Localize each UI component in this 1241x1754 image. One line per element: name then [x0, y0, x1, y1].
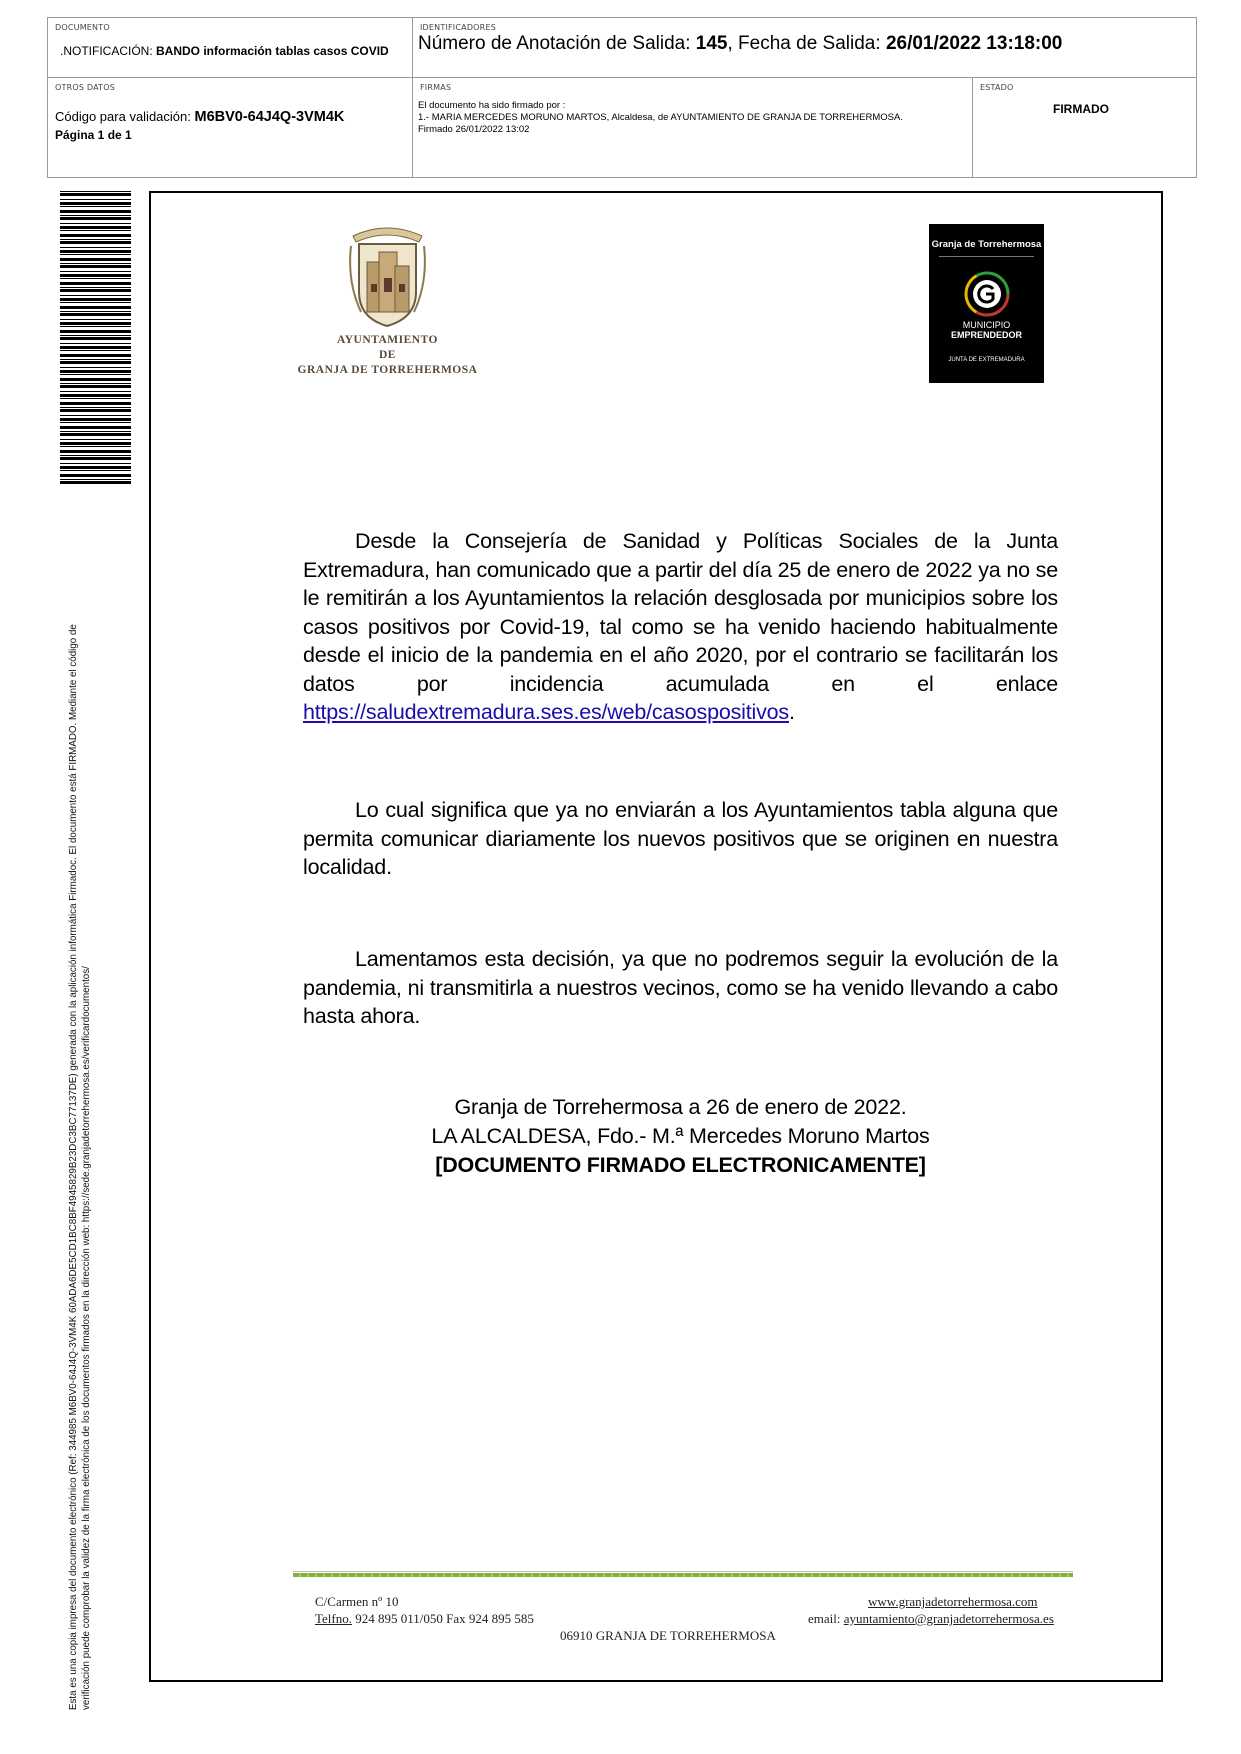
otros-datos-text [55, 108, 344, 144]
document-frame [149, 191, 1163, 1682]
casos-positivos-link[interactable]: https://saludextremadura.ses.es/web/casospositivos [303, 700, 789, 724]
verification-side-text [68, 530, 93, 1710]
documento-text [60, 43, 389, 59]
identificadores-label: IDENTIFICADORES [420, 23, 496, 32]
documento-label: DOCUMENTO [55, 23, 110, 32]
firmas-line-3: Firmado 26/01/2022 13:02 [418, 124, 530, 135]
paragraph-2-text: Lo cual significa que ya no enviarán a los Ayuntamientos tabla alguna que permita comunicar diariamente los nuevos positivos que se originen en nuestra localidad. [303, 798, 1058, 879]
pagina-text: Página 1 de 1 [55, 128, 132, 142]
footer-email-link[interactable]: ayuntamiento@granjadetorrehermosa.es [843, 1611, 1054, 1626]
documento-title: BANDO información tablas casos COVID [156, 44, 389, 58]
paragraph-1-text: Desde la Consejería de Sanidad y Políticas Sociales de la Junta Extremadura, han comunicado que a partir del día 25 de enero de 2022 ya no se le remitirán a los Ayuntamientos la relación desglosada por municipios sobre los casos positivos por Covid-19, tal como se ha venido haciendo habitualmente desde el inicio de la pandemia en el año 2020, por el contrario se facilitarán los datos por incidencia acumulada en el enlace [303, 529, 1058, 696]
firmas-label: FIRMAS [420, 83, 452, 92]
footer-phone [315, 1611, 534, 1627]
footer-phone-numbers: 924 895 011/050 Fax 924 895 585 [352, 1611, 534, 1626]
estado-label: ESTADO [980, 83, 1014, 92]
footer-web-link[interactable]: www.granjadetorrehermosa.com [868, 1594, 1038, 1609]
logo-line-3: GRANJA DE TORREHERMOSA [297, 364, 478, 376]
firmas-line-2: 1.- MARIA MERCEDES MORUNO MARTOS, Alcaldesa, de AYUNTAMIENTO DE GRANJA DE TORREHERMOSA. [418, 112, 903, 123]
paragraph-3 [303, 945, 1058, 1031]
footer-email-label: email: [808, 1611, 844, 1626]
footer-divider-thin [293, 1571, 1073, 1572]
badge-title: Granja de Torrehermosa [931, 239, 1042, 250]
estado-cell [972, 77, 1197, 178]
signature-name: LA ALCALDESA, Fdo.- M.ª Mercedes Moruno Martos [431, 1124, 930, 1148]
logo-line-1: AYUNTAMIENTO [337, 334, 438, 346]
identificadores-cell [412, 17, 1197, 78]
paragraph-2 [303, 796, 1058, 882]
paragraph-3-text: Lamentamos esta decisión, ya que no podremos seguir la evolución de la pandemia, ni transmitirla a nuestros vecinos, como se ha venido llevando a cabo hasta ahora. [303, 947, 1058, 1028]
otros-datos-label: OTROS DATOS [55, 83, 115, 92]
id-text-2: , Fecha de Salida: [727, 33, 886, 54]
badge-line-3: JUNTA DE EXTREMADURA [948, 357, 1025, 363]
ayuntamiento-logo-text [290, 333, 485, 378]
documento-cell [47, 17, 413, 78]
badge-divider [939, 256, 1034, 257]
otros-datos-cell [47, 77, 413, 178]
emprendedor-logo-icon [964, 271, 1010, 317]
footer-divider [293, 1573, 1073, 1577]
id-date: 26/01/2022 13:18:00 [885, 33, 1063, 54]
signature-electronic-note: [DOCUMENTO FIRMADO ELECTRONICAMENTE] [435, 1153, 926, 1177]
identificadores-text [418, 32, 1062, 56]
side-text-line-2: verificación puede comprobar la validez de la firma electrónica de los documentos firmados en la dirección web: https://sede.granjadetorrehermosa.es/verificardocumentos/ [80, 966, 92, 1710]
estado-value: FIRMADO [1053, 102, 1109, 116]
firmas-line-1: El documento ha sido firmado por : [418, 100, 566, 111]
codigo-label: Código para validación: [55, 109, 195, 124]
id-number: 145 [695, 33, 728, 54]
id-text-1: Número de Anotación de Salida: [418, 33, 696, 54]
codigo-value: M6BV0-64J4Q-3VM4K [194, 109, 345, 125]
municipio-emprendedor-badge [929, 224, 1044, 383]
coat-of-arms-icon [345, 222, 430, 330]
paragraph-1-end: . [788, 700, 795, 724]
firmas-text [418, 100, 903, 136]
side-text-line-1: Esta es una copia impresa del documento electrónico (Ref: 344985 M6BV0-64J4Q-3VM4K 60ADA6DE5CD1BC8BF4945829B23DC3BC77137DE) generada con la aplicación informática Firmadoc. El documento está FIRMADO. Mediante el código de [68, 624, 79, 1710]
footer-email [808, 1611, 1054, 1627]
footer-phone-prefix: Telfno. [315, 1611, 352, 1626]
footer-address: C/Carmen nº 10 [315, 1594, 399, 1609]
documento-prefix: .NOTIFICACIÓN: [60, 44, 156, 58]
firmas-cell [412, 77, 973, 178]
logo-line-2: DE [379, 349, 396, 361]
barcode [60, 191, 131, 491]
signature-place-date: Granja de Torrehermosa a 26 de enero de 2022. [454, 1095, 907, 1119]
paragraph-1 [303, 527, 1058, 727]
badge-line-1: MUNICIPIO [962, 320, 1011, 330]
badge-line-2: EMPRENDEDOR [950, 330, 1022, 340]
footer-city: 06910 GRANJA DE TORREHERMOSA [560, 1628, 776, 1643]
